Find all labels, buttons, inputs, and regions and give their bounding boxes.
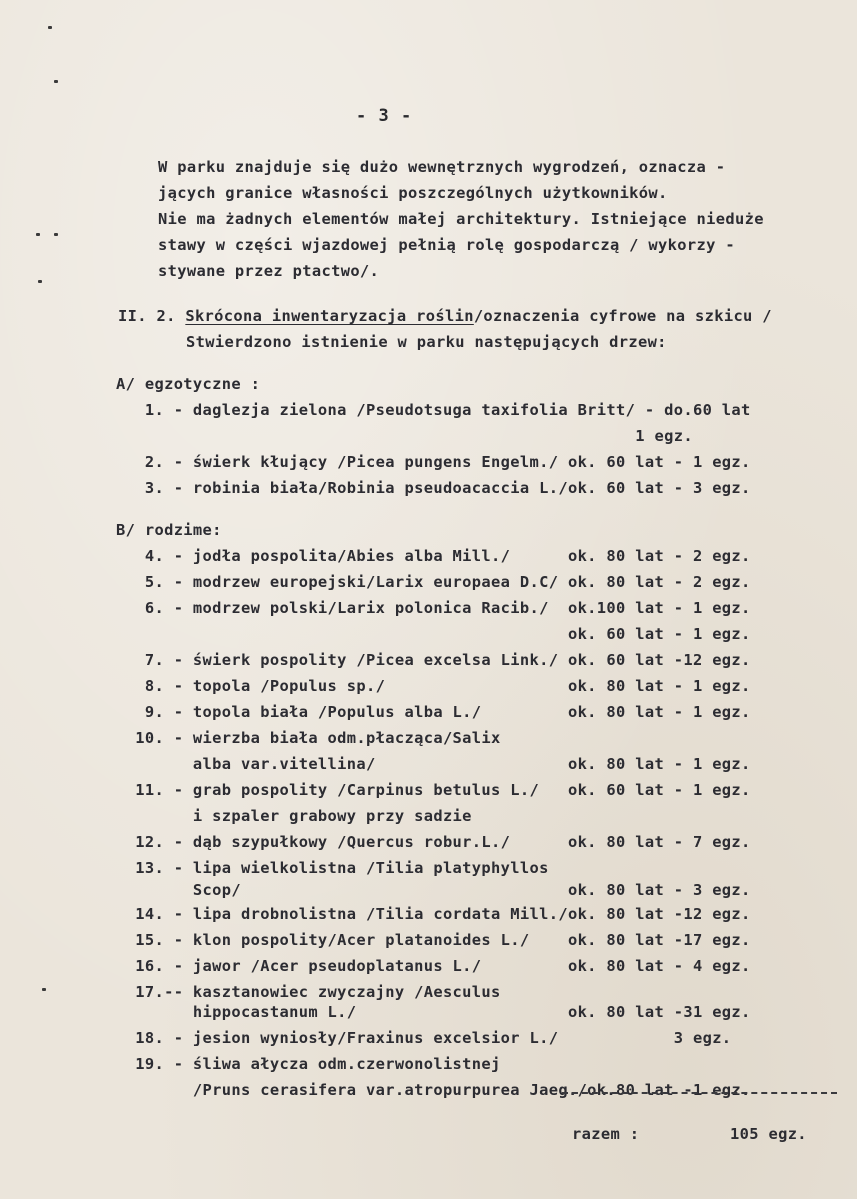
intro-line: stywane przez ptactwo/.	[158, 262, 380, 280]
group-b-heading: B/ rodzime:	[116, 521, 222, 539]
group-b-entry: 16. - jawor /Acer pseudoplatanus L./ ok. 80 lat - 4 egz.	[116, 957, 751, 975]
margin-speck	[42, 988, 46, 991]
group-b-entry: hippocastanum L./ ok. 80 lat -31 egz.	[116, 1003, 751, 1021]
margin-speck	[54, 233, 58, 236]
margin-speck	[36, 233, 40, 236]
margin-speck	[38, 280, 42, 283]
section-number: II. 2.	[118, 307, 176, 325]
group-a-entry: 1 egz.	[116, 427, 693, 445]
group-a-entry: 2. - świerk kłujący /Picea pungens Engelm./ ok. 60 lat - 1 egz.	[116, 453, 751, 471]
group-b-entry: 8. - topola /Populus sp./ ok. 80 lat - 1 egz.	[116, 677, 751, 695]
group-b-entry: i szpaler grabowy przy sadzie	[116, 807, 472, 825]
group-b-entry: 6. - modrzew polski/Larix polonica Racib./ ok.100 lat - 1 egz.	[116, 599, 751, 617]
intro-line: Nie ma żadnych elementów małej architektury. Istniejące nieduże	[158, 210, 764, 228]
margin-speck	[54, 80, 58, 83]
group-b-entry: 15. - klon pospolity/Acer platanoides L./ ok. 80 lat -17 egz.	[116, 931, 751, 949]
group-b-entry: 12. - dąb szypułkowy /Quercus robur.L./ ok. 80 lat - 7 egz.	[116, 833, 751, 851]
page-number: - 3 -	[356, 106, 413, 126]
group-b-entry: 9. - topola biała /Populus alba L./ ok. 80 lat - 1 egz.	[116, 703, 751, 721]
group-b-entry: 5. - modrzew europejski/Larix europaea D.C/ ok. 80 lat - 2 egz.	[116, 573, 751, 591]
group-b-entry: ok. 60 lat - 1 egz.	[116, 625, 751, 643]
group-b-entry: 14. - lipa drobnolistna /Tilia cordata Mill./ok. 80 lat -12 egz.	[116, 905, 751, 923]
intro-line: stawy w części wjazdowej pełnią rolę gospodarczą / wykorzy -	[158, 236, 735, 254]
group-a-entry: 3. - robinia biała/Robinia pseudoacaccia L./ok. 60 lat - 3 egz.	[116, 479, 751, 497]
intro-line: jących granice własności poszczególnych użytkowników.	[158, 184, 668, 202]
group-b-entry: /Pruns cerasifera var.atropurpurea Jaeg./ok.80 lat -1 egz.	[116, 1081, 751, 1099]
group-b-entry: Scop/ ok. 80 lat - 3 egz.	[116, 881, 751, 899]
group-a-heading: A/ egzotyczne :	[116, 375, 261, 393]
group-b-entry: alba var.vitellina/ ok. 80 lat - 1 egz.	[116, 755, 751, 773]
group-a-entry: 1. - daglezja zielona /Pseudotsuga taxifolia Britt/ - do.60 lat	[116, 401, 751, 419]
total-label: razem :	[572, 1125, 640, 1143]
intro-line: W parku znajduje się dużo wewnętrznych wygrodzeń, oznacza -	[158, 158, 726, 176]
section-heading	[118, 306, 772, 326]
section-title: Skrócona inwentaryzacja roślin	[185, 307, 474, 325]
group-b-entry: 4. - jodła pospolita/Abies alba Mill./ ok. 80 lat - 2 egz.	[116, 547, 751, 565]
group-b-entry: 19. - śliwa ałycza odm.czerwonolistnej	[116, 1055, 501, 1073]
group-b-entry: 11. - grab pospolity /Carpinus betulus L./ ok. 60 lat - 1 egz.	[116, 781, 751, 799]
section-subtitle: Stwierdzono istnienie w parku następujących drzew:	[186, 333, 667, 351]
total-value: 105 egz.	[730, 1125, 807, 1143]
margin-speck	[48, 26, 52, 29]
group-b-entry: 13. - lipa wielkolistna /Tilia platyphyllos	[116, 859, 549, 877]
group-b-entry: 10. - wierzba biała odm.płacząca/Salix	[116, 729, 501, 747]
group-b-entry: 7. - świerk pospolity /Picea excelsa Link./ ok. 60 lat -12 egz.	[116, 651, 751, 669]
section-title-rest: /oznaczenia cyfrowe na szkicu /	[473, 307, 772, 325]
group-b-entry: 18. - jesion wyniosły/Fraxinus excelsior L./ 3 egz.	[116, 1029, 732, 1047]
group-b-entry: 17.-- kasztanowiec zwyczajny /Aesculus	[116, 983, 501, 1001]
total-divider	[562, 1092, 837, 1094]
